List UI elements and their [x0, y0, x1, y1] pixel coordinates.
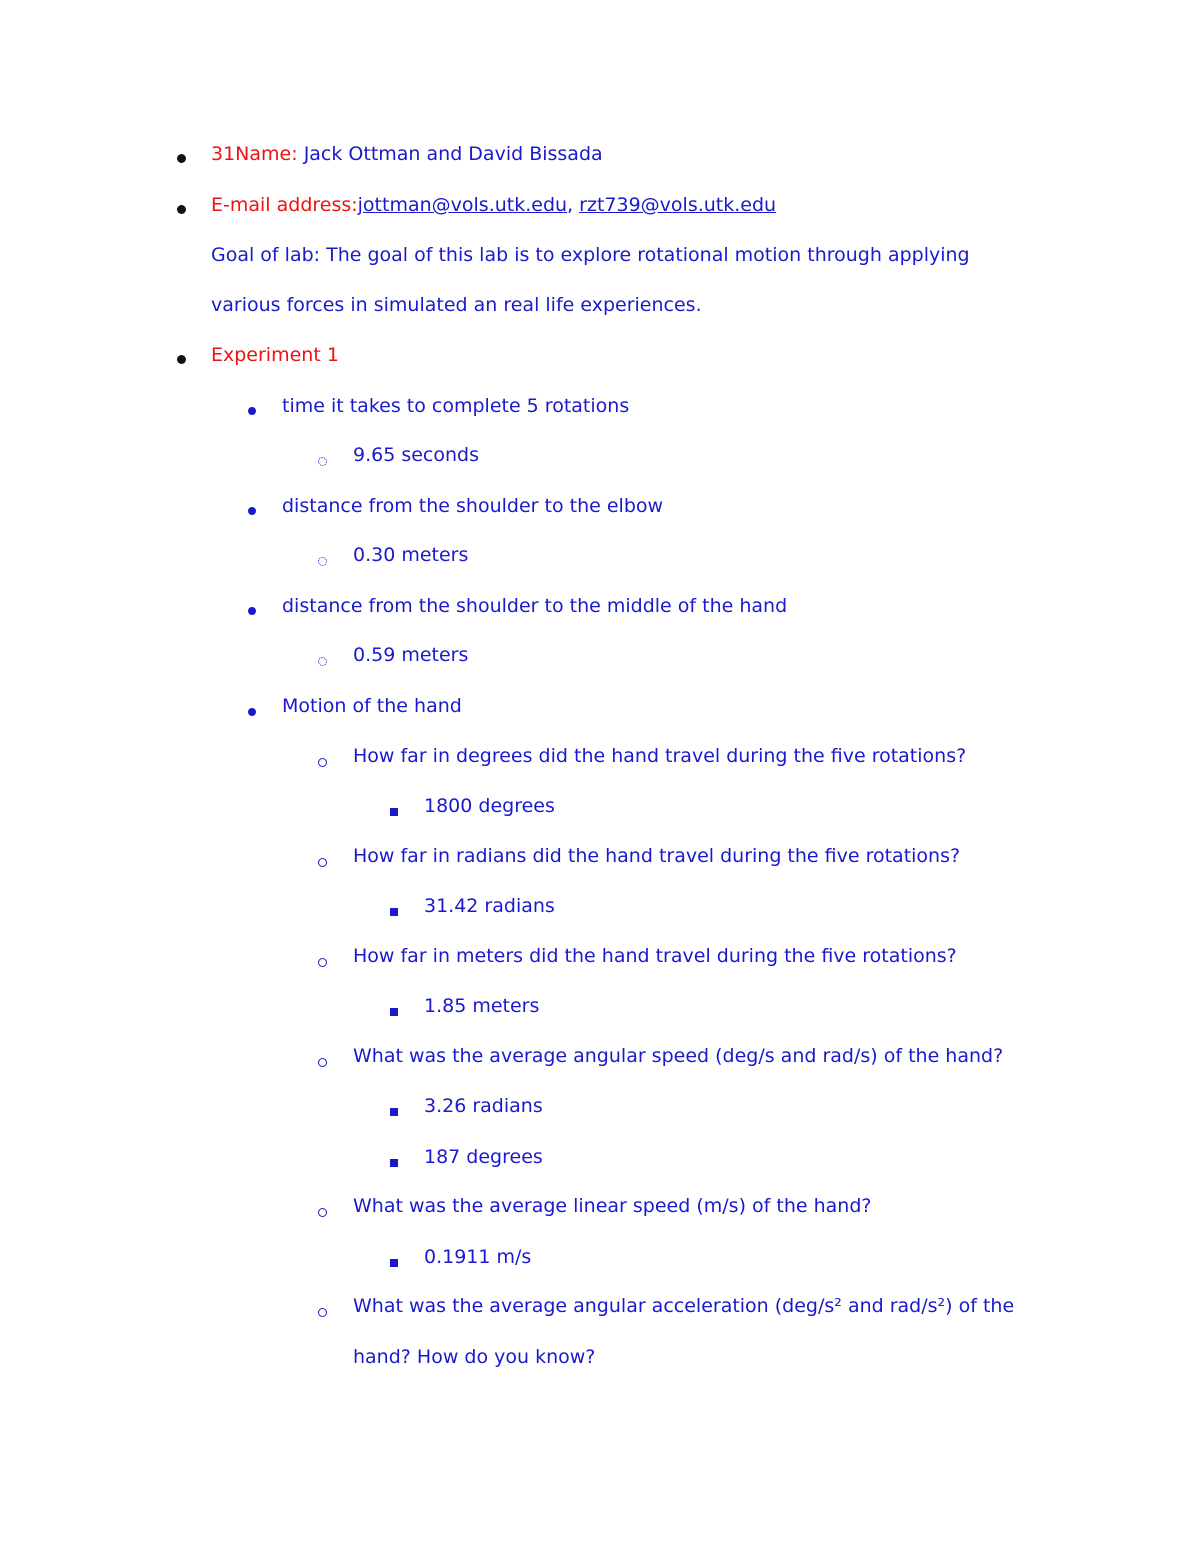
name-value: Jack Ottman and David Bissada [303, 143, 603, 165]
question: What was the average angular acceleration (deg/s² and rad/s²) of the [353, 1295, 1015, 1317]
answer: 3.26 radians [424, 1095, 543, 1117]
motion-label: Motion of the hand [282, 695, 462, 717]
question: What was the average angular speed (deg/s and rad/s) of the hand? [353, 1045, 1004, 1067]
item-label: distance from the shoulder to the middle of the hand [282, 595, 788, 617]
bullet-square [390, 1149, 398, 1173]
bullet-square [390, 798, 398, 822]
answer: 187 degrees [424, 1146, 543, 1168]
question-continuation: hand? How do you know? [353, 1346, 596, 1368]
email-line [211, 193, 776, 217]
bullet-square [390, 998, 398, 1022]
answer: 1.85 meters [424, 995, 540, 1017]
bullet-dot [248, 397, 256, 421]
bullet-square [390, 1098, 398, 1122]
bullet-dot [248, 698, 256, 722]
bullet-ring [318, 1299, 327, 1323]
item-label: time it takes to complete 5 rotations [282, 395, 630, 417]
bullet-dot [177, 145, 186, 169]
item-label: distance from the shoulder to the elbow [282, 495, 664, 517]
question: How far in meters did the hand travel during the five rotations? [353, 945, 957, 967]
bullet-ring [318, 849, 327, 873]
name-label: 31Name: [211, 143, 298, 165]
bullet-ring [318, 949, 327, 973]
bullet-ring [318, 1049, 327, 1073]
email-separator: , [567, 194, 574, 216]
question: How far in radians did the hand travel during the five rotations? [353, 845, 961, 867]
bullet-dashed-ring [318, 648, 327, 672]
bullet-dot [177, 196, 186, 220]
bullet-square [390, 1249, 398, 1273]
email-link-1[interactable]: jottman@vols.utk.edu [357, 194, 568, 216]
bullet-dashed-ring [318, 448, 327, 472]
bullet-dot [248, 497, 256, 521]
name-line [211, 142, 603, 166]
item-answer: 9.65 seconds [353, 444, 480, 466]
goal-line-1: Goal of lab: The goal of this lab is to explore rotational motion through applying [211, 244, 970, 266]
answer: 31.42 radians [424, 895, 555, 917]
item-answer: 0.59 meters [353, 644, 469, 666]
bullet-ring [318, 1199, 327, 1223]
bullet-dot [248, 597, 256, 621]
answer: 0.1911 m/s [424, 1246, 532, 1268]
email-link-2[interactable]: rzt739@vols.utk.edu [579, 194, 777, 216]
bullet-dashed-ring [318, 548, 327, 572]
question: How far in degrees did the hand travel during the five rotations? [353, 745, 967, 767]
goal-line-2: various forces in simulated an real life experiences. [211, 294, 702, 316]
email-label: E-mail address: [211, 194, 358, 216]
answer: 1800 degrees [424, 795, 555, 817]
bullet-dot [177, 346, 186, 370]
bullet-square [390, 898, 398, 922]
bullet-ring [318, 749, 327, 773]
question: What was the average linear speed (m/s) of the hand? [353, 1195, 872, 1217]
experiment-title: Experiment 1 [211, 344, 339, 366]
item-answer: 0.30 meters [353, 544, 469, 566]
